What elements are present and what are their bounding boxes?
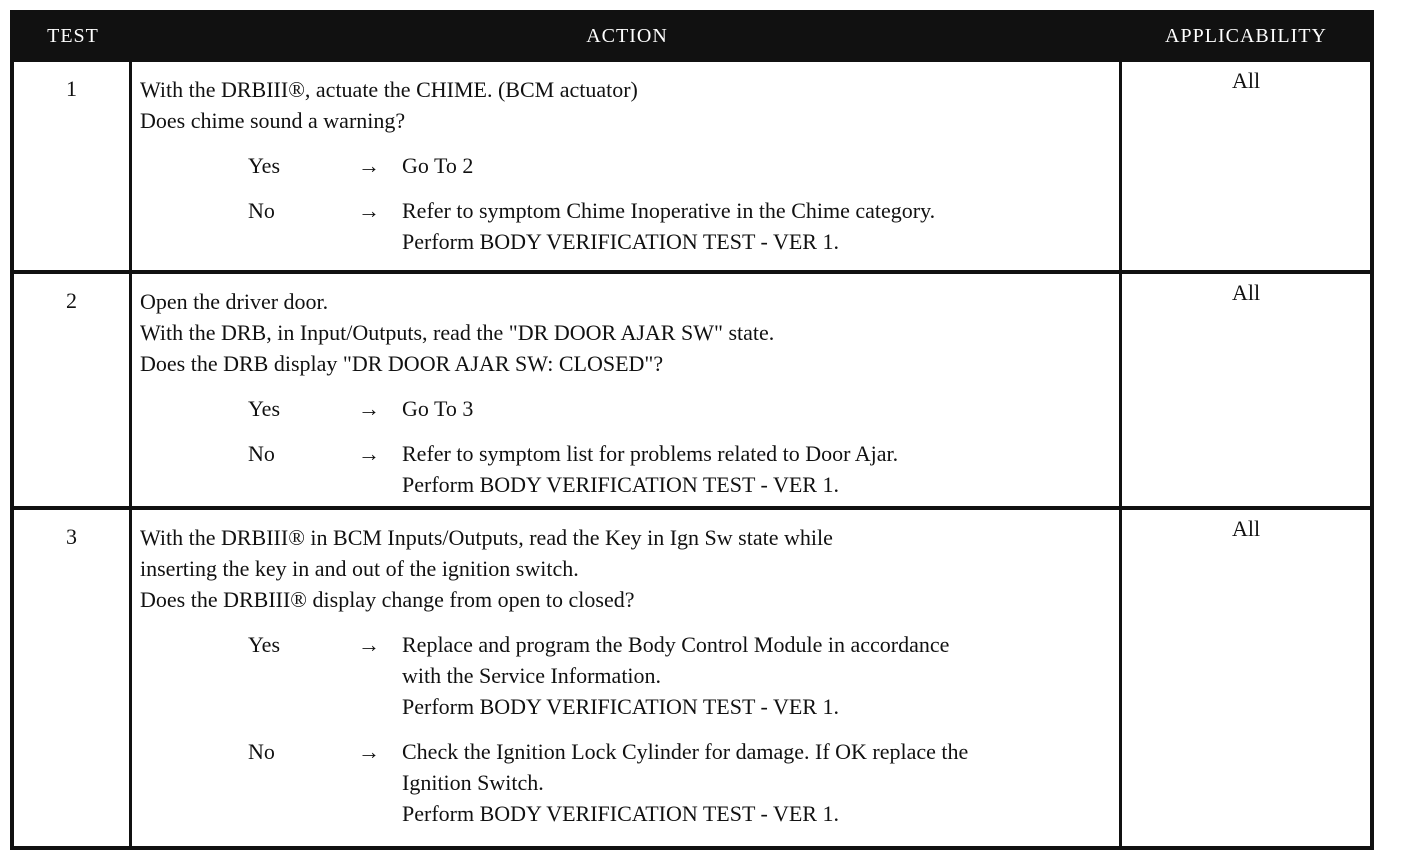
answer-body xyxy=(402,393,1111,424)
answer-no xyxy=(140,736,1111,829)
answer-label: Yes xyxy=(248,153,281,178)
applicability-cell: All xyxy=(1231,516,1261,541)
action-cell xyxy=(132,62,1122,270)
arrow-right-icon: → xyxy=(358,739,380,764)
action-cell xyxy=(132,274,1122,506)
header-applicability: APPLICABILITY xyxy=(1165,24,1327,47)
answer-line: Refer to symptom list for problems related to Door Ajar. xyxy=(402,441,899,466)
question-line: Does the DRBIII® display change from open to closed? xyxy=(140,587,635,612)
answer-line: Perform BODY VERIFICATION TEST - VER 1. xyxy=(402,229,839,254)
answer-label: Yes xyxy=(248,632,281,657)
answer-line: Perform BODY VERIFICATION TEST - VER 1. xyxy=(402,472,839,497)
answer-line: with the Service Information. xyxy=(402,663,662,688)
answer-label: No xyxy=(248,198,275,223)
question-line: Does the DRB display "DR DOOR AJAR SW: CLOSED"? xyxy=(140,351,664,376)
answer-body xyxy=(402,150,1111,181)
answer-body xyxy=(402,629,1111,722)
answer-label: Yes xyxy=(248,396,281,421)
question-line: Open the driver door. xyxy=(140,289,329,314)
applicability-cell: All xyxy=(1231,68,1261,93)
applicability-cell: All xyxy=(1231,280,1261,305)
answer-line: Check the Ignition Lock Cylinder for damage. If OK replace the xyxy=(402,739,969,764)
table-row xyxy=(14,58,1370,270)
answer-body xyxy=(402,438,1111,500)
test-number: 3 xyxy=(14,510,132,846)
answer-line: Refer to symptom Chime Inoperative in the Chime category. xyxy=(402,198,936,223)
answer-yes xyxy=(140,629,1111,722)
answer-line: Replace and program the Body Control Module in accordance xyxy=(402,632,950,657)
answer-label: No xyxy=(248,441,275,466)
answer-no xyxy=(140,195,1111,257)
table-row xyxy=(14,270,1370,506)
test-number: 1 xyxy=(14,62,132,270)
answer-label: No xyxy=(248,739,275,764)
question-line: With the DRBIII® in BCM Inputs/Outputs, read the Key in Ign Sw state while xyxy=(140,525,833,550)
table-header xyxy=(14,14,1370,58)
arrow-right-icon: → xyxy=(358,441,380,466)
arrow-right-icon: → xyxy=(358,396,380,421)
test-number: 2 xyxy=(14,274,132,506)
diagnostic-test-table xyxy=(10,10,1374,850)
answer-yes xyxy=(140,393,1111,424)
table-row xyxy=(14,506,1370,846)
arrow-right-icon: → xyxy=(358,153,380,178)
answer-line: Perform BODY VERIFICATION TEST - VER 1. xyxy=(402,801,839,826)
answer-line: Go To 3 xyxy=(402,396,474,421)
header-test: TEST xyxy=(47,24,99,47)
question-line: With the DRBIII®, actuate the CHIME. (BCM actuator) xyxy=(140,77,638,102)
question-line: With the DRB, in Input/Outputs, read the "DR DOOR AJAR SW" state. xyxy=(140,320,775,345)
header-action: ACTION xyxy=(586,24,668,47)
arrow-right-icon: → xyxy=(358,198,380,223)
action-cell xyxy=(132,510,1122,846)
question-line: inserting the key in and out of the ignition switch. xyxy=(140,556,579,581)
answer-no xyxy=(140,438,1111,500)
question-line: Does chime sound a warning? xyxy=(140,108,406,133)
answer-line: Perform BODY VERIFICATION TEST - VER 1. xyxy=(402,694,839,719)
answer-line: Ignition Switch. xyxy=(402,770,544,795)
answer-yes xyxy=(140,150,1111,181)
arrow-right-icon: → xyxy=(358,632,380,657)
answer-body xyxy=(402,736,1111,829)
answer-body xyxy=(402,195,1111,257)
answer-line: Go To 2 xyxy=(402,153,474,178)
